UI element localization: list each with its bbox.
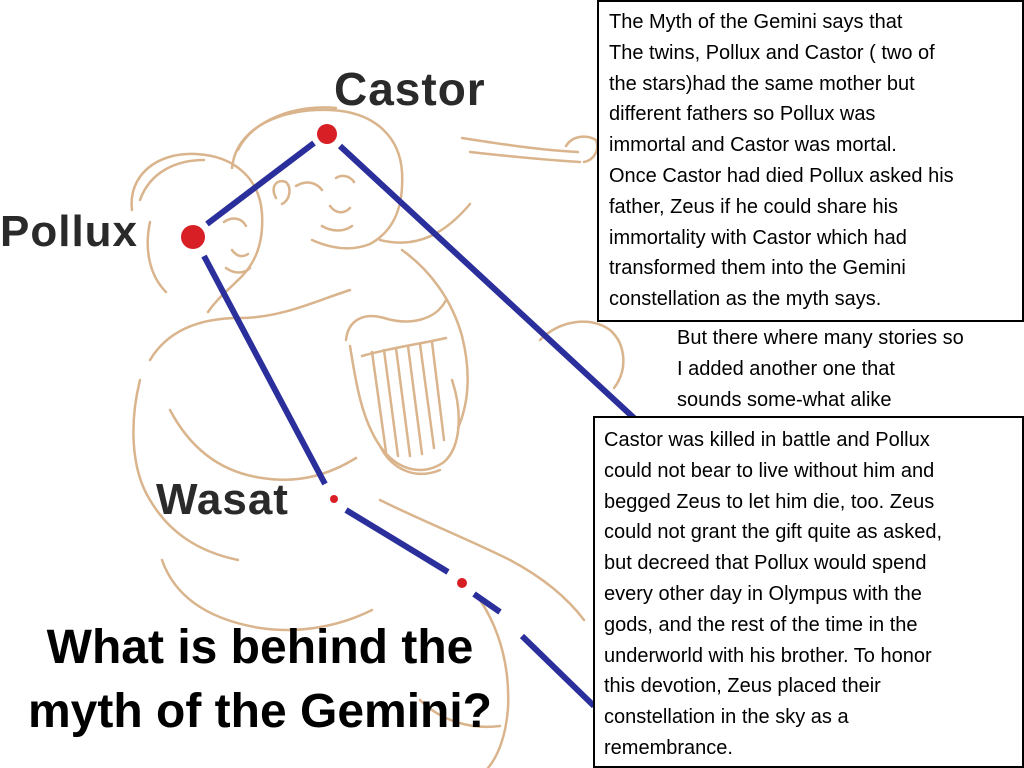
arm-outline-2 — [170, 410, 356, 480]
lyre-strings — [372, 342, 444, 456]
star-wasat — [330, 495, 338, 503]
lyre-outline — [346, 300, 459, 470]
arm-outline — [133, 380, 238, 560]
club-outline — [540, 322, 623, 388]
line-pollux-wasat — [204, 256, 325, 484]
star-mebsuta — [457, 578, 467, 588]
castor-face-detail — [296, 176, 354, 231]
line-wasat-segment-3 — [522, 636, 594, 706]
star-pollux — [181, 225, 205, 249]
line-castor-right — [340, 146, 634, 418]
star-label-wasat: Wasat — [156, 475, 289, 524]
battle-story-text-box: Castor was killed in battle and Pollux could not bear to live without him and begged Zeus to let him die, too. Zeus could not grant the gift quite as asked, but decreed that Pollux would spend every other day in Olympus with the gods, and the rest of the time in the underworld with his brother. To honor this devotion, Zeus placed their constellation in the sky as a remembrance. — [593, 416, 1024, 768]
hand-outline — [566, 137, 597, 162]
staff-outline — [462, 138, 580, 162]
line-wasat-segment-1 — [346, 510, 448, 572]
shoulder-outline — [150, 290, 350, 360]
line-pollux-castor — [207, 143, 314, 224]
castor-ear — [274, 181, 290, 204]
myth-text-box: The Myth of the Gemini says that The twins, Pollux and Castor ( two of the stars)had the same mother but different fathers so Pollux was immortal and Castor was mortal. Once Castor had died Pollux asked his father, Zeus if he could share his immortality with Castor which had transformed them into the Gemini constellation as the myth says. — [597, 0, 1024, 322]
star-label-pollux: Pollux — [0, 207, 139, 256]
page-title: What is behind the myth of the Gemini? — [27, 621, 492, 738]
aside-note: But there where many stories so I added another one that sounds some-what alike — [677, 327, 964, 411]
star-castor — [317, 124, 337, 144]
pollux-face-detail — [224, 219, 250, 273]
star-label-castor: Castor — [334, 63, 486, 115]
